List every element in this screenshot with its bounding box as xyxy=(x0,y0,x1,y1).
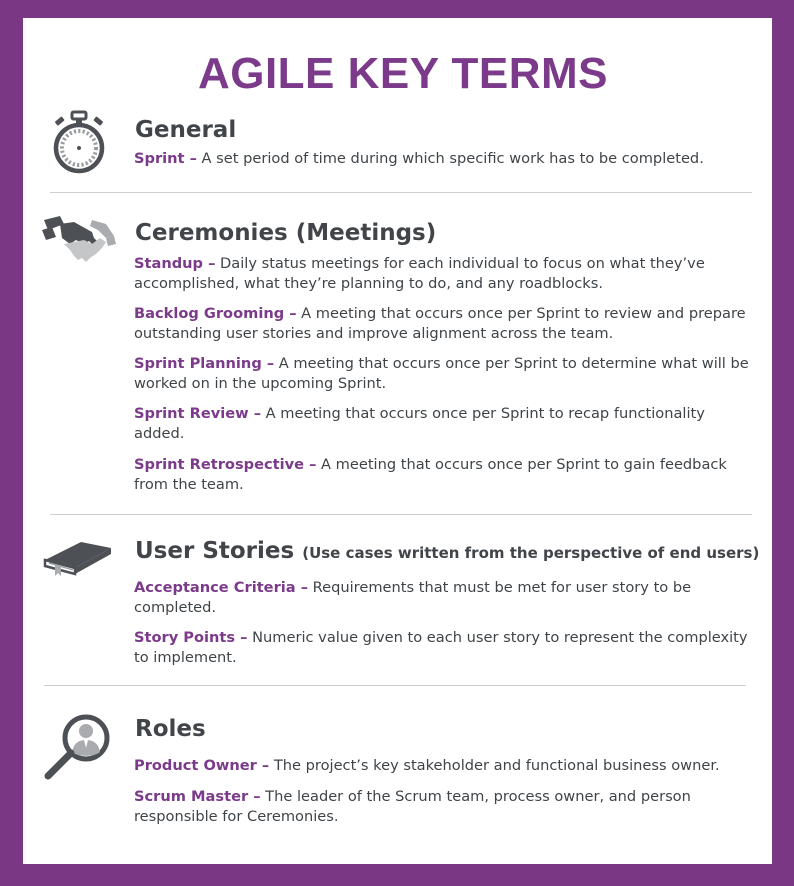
term-desc: A meeting that occurs once per Sprint to determine what will be worked on in the upcoming Sprint. xyxy=(134,355,749,392)
section-divider xyxy=(44,685,746,686)
term-desc: A meeting that occurs once per Sprint to review and prepare outstanding user stories and improve alignment across the team. xyxy=(134,305,746,342)
term-standup xyxy=(134,254,749,294)
term-desc: The leader of the Scrum team, process owner, and person responsible for Ceremonies. xyxy=(134,788,691,825)
page-title: AGILE KEY TERMS xyxy=(197,49,609,98)
term-name: Sprint Review – xyxy=(134,405,262,422)
infographic-card xyxy=(23,18,772,864)
section-subtitle: (Use cases written from the perspective of end users) xyxy=(302,544,760,562)
section-title: User Stories xyxy=(135,538,295,564)
term-desc: A meeting that occurs once per Sprint to gain feedback from the team. xyxy=(134,456,727,493)
term-name: Sprint Retrospective – xyxy=(134,456,317,473)
stopwatch-icon xyxy=(51,110,107,174)
section-divider xyxy=(50,514,752,515)
handshake-icon xyxy=(40,214,118,264)
term-name: Backlog Grooming – xyxy=(134,305,297,322)
term-desc: Daily status meetings for each individual to focus on what they’ve accomplished, what they’re planning to do, and any roadblocks. xyxy=(134,255,705,292)
term-desc: A set period of time during which specific work has to be completed. xyxy=(196,150,704,167)
section-heading xyxy=(135,540,759,563)
term-name: Standup – xyxy=(134,255,216,272)
term-name: Product Owner – xyxy=(134,757,270,774)
term-name: Scrum Master – xyxy=(134,788,261,805)
term-name: Sprint Planning – xyxy=(134,355,275,372)
section-heading: General xyxy=(135,117,237,143)
book-icon xyxy=(41,534,115,578)
term-desc: The project’s key stakeholder and functional business owner. xyxy=(269,757,720,774)
term-backlog-grooming xyxy=(134,304,749,344)
term-name: Sprint – xyxy=(134,150,197,167)
term-sprint-review xyxy=(134,404,749,444)
term-product-owner xyxy=(134,756,749,776)
magnifier-person-icon xyxy=(43,712,113,782)
term-scrum-master xyxy=(134,787,749,827)
term-sprint-retrospective xyxy=(134,455,749,495)
section-heading: Ceremonies (Meetings) xyxy=(135,220,437,246)
term-desc: Requirements that must be met for user story to be completed. xyxy=(134,579,692,616)
term-sprint xyxy=(134,149,749,169)
term-desc: A meeting that occurs once per Sprint to recap functionality added. xyxy=(134,405,705,442)
term-desc: Numeric value given to each user story to represent the complexity to implement. xyxy=(134,629,748,666)
term-sprint-planning xyxy=(134,354,749,394)
section-heading: Roles xyxy=(135,716,206,742)
term-acceptance-criteria xyxy=(134,578,749,618)
term-story-points xyxy=(134,628,749,668)
section-divider xyxy=(50,192,752,193)
term-name: Story Points – xyxy=(134,629,248,646)
term-name: Acceptance Criteria – xyxy=(134,579,308,596)
